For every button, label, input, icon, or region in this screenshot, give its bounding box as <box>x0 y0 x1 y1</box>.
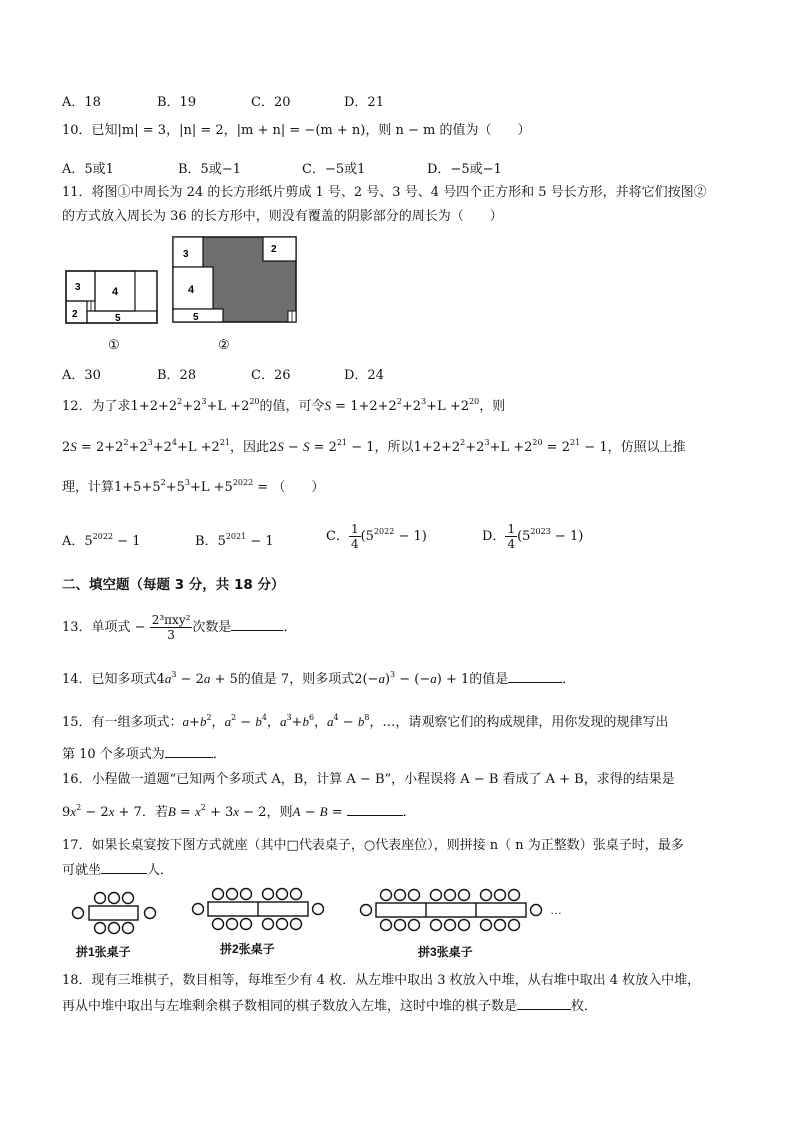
q14-answer-blank[interactable] <box>508 670 562 683</box>
fig1-num-3: 3 <box>75 282 81 293</box>
q15-line2: 第 10 个多项式为 ． <box>62 747 226 762</box>
fig1-label: ① <box>108 337 120 352</box>
q11-option-a: A．30 <box>62 368 101 383</box>
q10-option-c: C．−5或1 <box>302 162 366 177</box>
fig2-num-2: 2 <box>271 244 277 255</box>
section-title-fill-in: 二、填空题（每题 3 分，共 18 分） <box>62 577 285 593</box>
q13-numerator: 2³πxy² <box>151 613 191 627</box>
q12-l1-pre: 12．为了求 <box>62 399 131 414</box>
q12-option-d-label: D． <box>482 529 506 544</box>
figure-2 <box>173 237 296 323</box>
q17-answer-blank[interactable] <box>101 861 147 874</box>
q12-options <box>62 522 622 556</box>
q12-option-c-label: C． <box>326 529 349 544</box>
q17-line2 <box>62 861 173 880</box>
fig2-num-5: 5 <box>193 312 199 323</box>
q10-prefix: 10．已知 <box>62 123 118 138</box>
q11-stem-line1: 11．将图①中周长为 24 的长方形纸片剪成 1 号、2 号、3 号、4 号四个正方形和 5 号长方形，并将它们按图② <box>62 185 707 200</box>
fig2-num-4: 4 <box>188 284 195 296</box>
q12-option-b: B．$5^{2021} - 1$ <box>195 532 274 549</box>
q13-answer-blank[interactable] <box>231 618 283 631</box>
q15-line1: 15．有一组多项式：$a+b^2$，$a^2 - b^4$，$a^3+b^6$，$a^4 - b^8$，…，请观察它们的构成规律，用你发现的规律写出 <box>62 713 669 730</box>
figure-1 <box>66 271 157 324</box>
q18-answer-blank[interactable] <box>517 997 571 1010</box>
fig2-label: ② <box>218 337 230 352</box>
q12-line3: 理，计算$1+5+5^2+5^3+L +5^{2022}$ = （ ） <box>62 478 325 495</box>
q13: 13．单项式 − $\frac{\text{2³πxy²}}{3}$ 次数是 ． <box>62 613 297 642</box>
q12-l3-post: （ ） <box>272 480 325 495</box>
q12-option-c: C． $\frac{1}{4}$ $(5^{2022} - 1)$ <box>326 522 427 551</box>
q10-suffix: ，则 n − m 的值为（ ） <box>365 123 531 138</box>
q16-line1: 16．小程做一道题“已知两个多项式 A，B，计算 A − B”，小程误将 A − B 看成了 A + B，求得的结果是 <box>62 772 675 787</box>
q12-option-a-label: A． <box>62 534 85 549</box>
fig1-num-2: 2 <box>72 309 78 320</box>
q16-mid: ．若 <box>141 805 168 820</box>
caption-2-tables: 拼2张桌子 <box>220 942 275 956</box>
q15-answer-blank[interactable] <box>165 745 213 758</box>
q12-l2-post: ，仿照以上推 <box>607 440 686 455</box>
q12-l1-post: ，则 <box>479 399 506 414</box>
fig1-num-5: 5 <box>115 313 121 324</box>
q10-option-a: A．5或1 <box>62 162 114 177</box>
q15-post: ，…，请观察它们的构成规律，用你发现的规律写出 <box>369 715 669 730</box>
q12-line2: $2S = 2+2^2+2^3+2^4+L +2^{21}$，因此$2S - S = 2^{21} - 1$，所以$1+2+2^2+2^3+L +2^{20} = 2^{21} - 1$，仿照以上推 <box>62 438 686 455</box>
q11-option-b: B．28 <box>157 368 197 383</box>
q13-pre: 13．单项式 <box>62 620 131 635</box>
q12-line1: 12．为了求$1+2+2^2+2^3+L +2^{20}$的值，可令$S = 1+2+2^2+2^3+L +2^{20}$，则 <box>62 397 506 414</box>
table-arrangement-1 <box>73 893 156 934</box>
q14: 14．已知多项式$4a^3 - 2a + 5$的值是 7，则多项式$2(-a)^3 - (-a) + 1$的值是 ． <box>62 670 576 687</box>
q12-l3-pre: 理，计算 <box>62 480 115 495</box>
q18-line2-pre: 再从中堆中取出与左堆剩余棋子数相同的棋子数放入左堆，这时中堆的棋子数是 <box>62 999 518 1014</box>
caption-3-tables: 拼3张桌子 <box>418 945 473 959</box>
q16-answer-blank[interactable] <box>347 803 403 816</box>
table-arrangement-3 <box>361 890 542 931</box>
q15-line2-text: 第 10 个多项式为 <box>62 747 165 762</box>
q10-cond2: |n| = 2 <box>179 123 224 138</box>
q10-option-b: B．5或−1 <box>178 162 241 177</box>
q13-fraction <box>150 613 193 642</box>
q11-stem-line2: 的方式放入周长为 36 的长方形中，则没有覆盖的阴影部分的周长为（ ） <box>62 209 503 224</box>
q13-post: 次数是 <box>192 620 232 635</box>
q18-line2 <box>62 997 597 1016</box>
q12-l1-mid: 的值，可令 <box>259 399 325 414</box>
q10-cond3: |m + n| = −(m + n) <box>236 123 366 138</box>
table-arrangement-2 <box>193 889 324 930</box>
q9-option-c: C．20 <box>251 95 291 110</box>
q14-post: 的值是 <box>469 672 509 687</box>
q12-l2-mid1: ，因此 <box>230 440 270 455</box>
q9-option-b: B．19 <box>157 95 197 110</box>
q14-pre: 14．已知多项式 <box>62 672 157 687</box>
q13-denominator: 3 <box>167 628 175 642</box>
caption-1-table: 拼1张桌子 <box>76 945 131 959</box>
tables-ellipsis: … <box>550 903 562 917</box>
fig1-num-4: 4 <box>112 286 119 298</box>
q17-line1: 17．如果长桌宴按下图方式就座（其中□代表桌子，○代表座位），则拼接 n（ n 为正整数）张桌子时，最多 <box>62 838 684 853</box>
q15-pre: 15．有一组多项式： <box>62 715 183 730</box>
q10-option-d: D．−5或−1 <box>427 162 502 177</box>
q17-tables-figure <box>66 886 576 962</box>
q14-mid: 的值是 7，则多项式 <box>237 672 355 687</box>
fig2-num-3: 3 <box>183 249 189 260</box>
q12-option-b-label: B． <box>195 534 218 549</box>
q11-figures <box>60 232 300 354</box>
q10-stem: 10．已知|m| = 3，|n| = 2，|m + n| = −(m + n)，则 n − m 的值为（ ） <box>62 123 531 138</box>
q9-option-a: A．18 <box>62 95 101 110</box>
q11-option-d: D．24 <box>344 368 384 383</box>
q11-option-c: C．26 <box>251 368 291 383</box>
q16-post: ，则 <box>266 805 293 820</box>
q17-line2-post: 人． <box>147 863 174 878</box>
q18-line2-post: 枚． <box>571 999 598 1014</box>
q17-line2-pre: 可就坐 <box>62 863 102 878</box>
q12-option-a: A．$5^{2022} - 1$ <box>62 532 141 549</box>
q12-option-d: D． $\frac{1}{4}$ $(5^{2023} - 1)$ <box>482 522 584 551</box>
q18-line1: 18．现有三堆棋子，数目相等，每堆至少有 4 枚．从左堆中取出 3 枚放入中堆，从右堆中取出 4 枚放入中堆， <box>62 973 701 988</box>
q16-line2: $9x^2 - 2x + 7$．若$B = x^2 + 3x - 2$，则A − B = ． <box>62 803 416 820</box>
q9-option-d: D．21 <box>344 95 384 110</box>
q10-cond1: |m| = 3 <box>117 123 167 138</box>
q12-l2-mid2: ，所以 <box>374 440 414 455</box>
